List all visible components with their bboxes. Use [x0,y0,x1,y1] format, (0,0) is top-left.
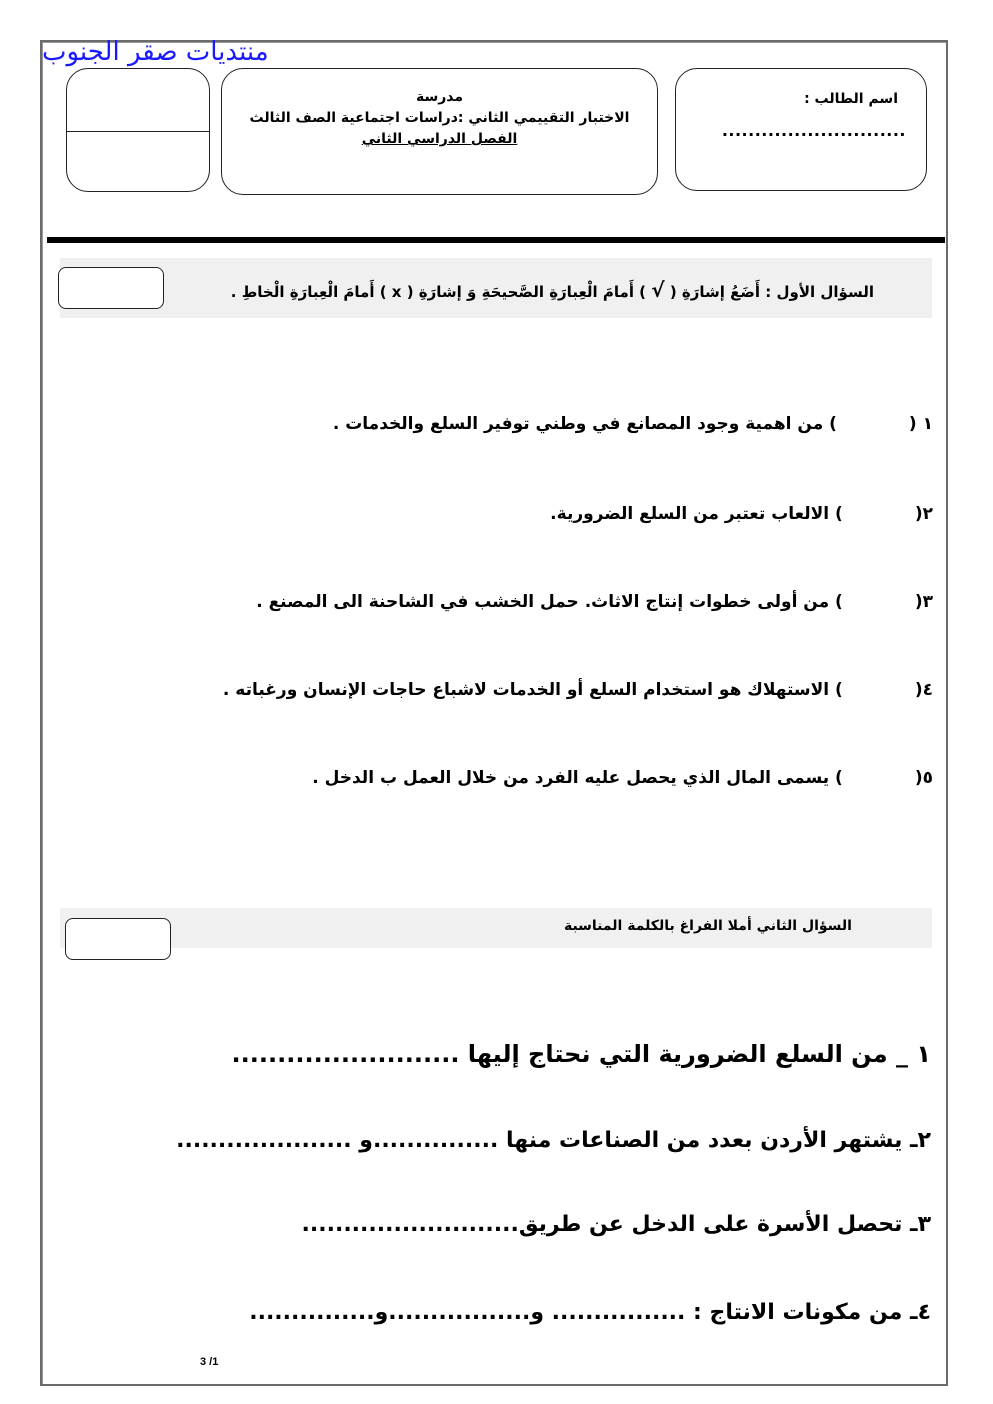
term-label: الفصل الدراسي الثاني [361,131,518,147]
exam-title-box [221,68,658,195]
question1-item: ٥() يسمى المال الذي يحصل عليه الفرد من خلال العمل ب الدخل . [312,768,933,788]
question2-item[interactable]: ٣ـ تحصل الأسرة على الدخل عن طريق.......................... [301,1212,931,1237]
question1-header [60,258,932,318]
check-mark-icon: √ [651,278,665,302]
question1-score-box[interactable] [58,267,164,309]
page-number: 3 /1 [200,1356,219,1368]
exam-title: الاختبار التقييمي الثاني :دراسات اجتماعية الصف الثالث [249,110,630,126]
watermark: منتديات صقر الجنوب [42,37,269,67]
question1-item: ٣() من أولى خطوات إنتاج الاثاث. حمل الخشب في الشاحنة الى المصنع . [256,592,933,612]
school-label: مدرسة [415,89,464,105]
question2-score-box[interactable] [65,918,171,960]
question2-header [60,908,932,948]
x-mark-icon: x [391,283,402,301]
question1-instruction: السؤال الأول : أَضَعُ إشارَةِ ( √ ) أَمامَ الْعِبارَةِ الصَّحيحَةِ وَ إشارَةِ ( x ) أَمامَ الْعِبارَةِ الْخاطِ . [230,278,874,302]
header-divider [47,237,945,243]
question1-heading: السؤال الأول [776,283,874,301]
question2-item[interactable]: ٢ـ يشتهر الأردن بعدد من الصناعات منها ...............و ..................... [176,1128,931,1153]
student-name-field[interactable]: ............................ [721,121,906,140]
question1-item: ١ () من اهمية وجود المصانع في وطني توفير السلع والخدمات . [332,414,933,434]
score-box-divider [67,131,209,132]
question1-item: ٢() الالعاب تعتبر من السلع الضرورية. [550,504,933,524]
student-name-box [675,68,927,191]
question2-heading: السؤال الثاني أملا الفراغ بالكلمة المناسبة [563,918,852,934]
question1-item: ٤() الاستهلاك هو استخدام السلع أو الخدمات لاشباع حاجات الإنسان ورغباته . [222,680,933,700]
question2-item[interactable]: ٤ـ من مكونات الانتاج : ................ و.................و............... [249,1300,931,1325]
score-box [66,68,210,192]
student-name-label: اسم الطالب : [804,91,898,107]
question2-item[interactable]: ١ _ من السلع الضرورية التي نحتاج إليها ......................... [231,1040,931,1068]
